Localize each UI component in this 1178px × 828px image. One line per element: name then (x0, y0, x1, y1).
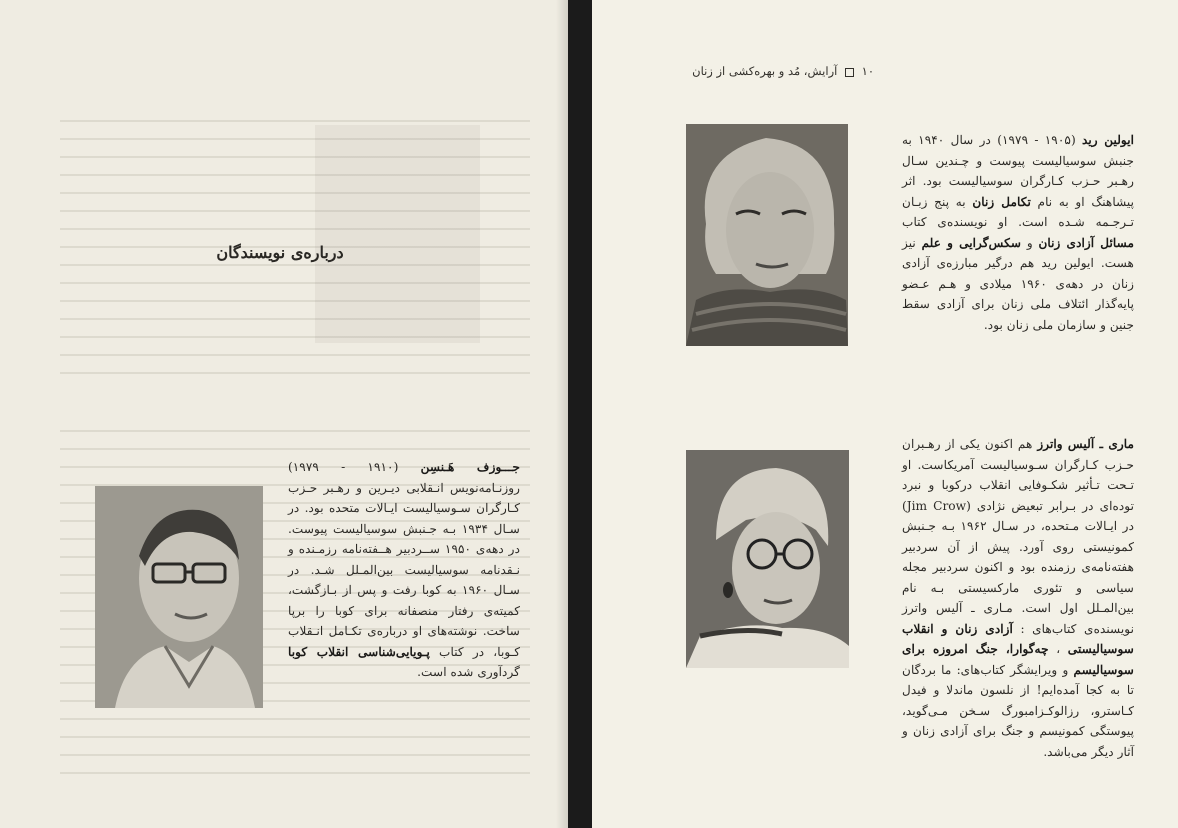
waters-book-2: چه‌گوارا، جنگ امروزه برای سوسیالیسم (902, 642, 1134, 677)
portrait-photo-reed (686, 124, 848, 346)
waters-name: ماری ـ آلیس واترز (1037, 437, 1134, 451)
left-page (0, 0, 568, 828)
waters-text-1: هم اکنون یکی از رهـبران حـزب کـارگران سـوسیالیست آمریکاست. او تـحت تـأثیر شکـوفایی انقلاب درکوبا و نبرد توده‌ای در بـرابر تبعیض نژادی (Jim Crow) در ایـالات مـتحده، در سـال ۱۹۶۲ بـه جـنبش کمونیستی روی آورد. پیش از آن سردبیر هفته‌نامه‌ی رزمنده بود و اکنون سردبیر مجله سیاسی و تئوری مارکسیستی بـه نام بین‌المـلل اول است. مـاری ـ آلیس واترز نویسنده‌ی کتاب‌های : (902, 437, 1134, 636)
square-bullet-icon (845, 68, 854, 77)
reed-bio-top (902, 130, 1134, 335)
portrait-photo-hansen (95, 486, 263, 708)
hansen-text-1: روزنـامه‌نویس انـقلابی دیـرین و رهـبر حـزب کـارگران سـوسیالیست ایـالات متحده بود. در سـال ۱۹۳۴ بـه جـنبش سوسیالیست پیوست. در دهه‌ی ۱۹۵۰ ســردبیر هــفته‌نامه رزمـنده و نـقدنامه سوسیالیست بین‌المـلل شـد. در سـال ۱۹۶۰ به کوبا رفت و پس از بـازگشت، کمیته‌ی رفتار منصفانه برای کوبا را برپا ساخت. نوشته‌های او درباره‌ی تکـامل انـقلاب کـوبا، در کتاب (288, 480, 521, 659)
waters-bio (902, 434, 1134, 762)
hansen-book-title: پـویایی‌شناسی انقلاب کوبا (288, 644, 430, 659)
portrait-photo-waters (686, 450, 849, 668)
hansen-name: جـــوزف هَـنسِن (420, 460, 520, 474)
reed-text-1: در سال ۱۹۴۰ به جنبش سوسیالیست پیوست و چـندین سـال رهـبر حـزب کـارگران سوسیالیست بود. اثر پیشاهنگ او به نام (902, 133, 1135, 209)
reed-text-2: به پنج زبـان تـرجـمه شـده است. او نویسنده‌ی کتاب (902, 194, 1134, 229)
waters-book-1: آزادی زنان و انقلاب سوسیالیستی (902, 621, 1134, 656)
page-header (692, 64, 874, 78)
reed-name: ایولین رید (1081, 133, 1134, 147)
hansen-years: (۱۹۱۰ - ۱۹۷۹) (288, 460, 399, 474)
reed-text-4: نیز هست. ایولین رید هم درگیر مبارزه‌ی آزادی زنان در دهه‌ی ۱۹۶۰ میلادی و هـم عـضو پایه‌گذار ائتلاف ملی زنان برای آزادی سقط جنین و سازمان ملی زنان بود. (902, 235, 1134, 332)
reed-years: (۱۹۰۵ - ۱۹۷۹) (997, 133, 1076, 147)
book-spine (568, 0, 592, 828)
running-title: آرایش، مُد و بهره‌کشی از زنان (692, 64, 838, 78)
page-number: ۱۰ (861, 64, 874, 78)
hansen-bio (288, 457, 520, 683)
waters-text-3: و ویرایشگر کتاب‌های: ما بردگان تا به کجا آمده‌ایم! از نلسون ماندلا و فیدل کـاسترو، رزالوکـزامبورگ سـخن مـی‌گوید، پیوستگی کمونیسم و جنگ برای آزادی زنان و آثار دیگر می‌باشد. (902, 662, 1134, 759)
right-page (592, 0, 1178, 828)
reed-book-1: تکامل زنان (972, 194, 1031, 209)
reed-text-3: و (1021, 235, 1039, 250)
spine-shadow-left (556, 0, 568, 828)
waters-text-2: ، (1048, 642, 1068, 656)
hansen-text-2: گردآوری شده است. (417, 665, 520, 679)
section-heading: درباره‌ی نویسندگان (216, 243, 344, 262)
reed-book-2: مسائل آزادی زنان (1038, 235, 1135, 250)
reed-book-3: سکس‌گرایی و علم (921, 235, 1022, 250)
